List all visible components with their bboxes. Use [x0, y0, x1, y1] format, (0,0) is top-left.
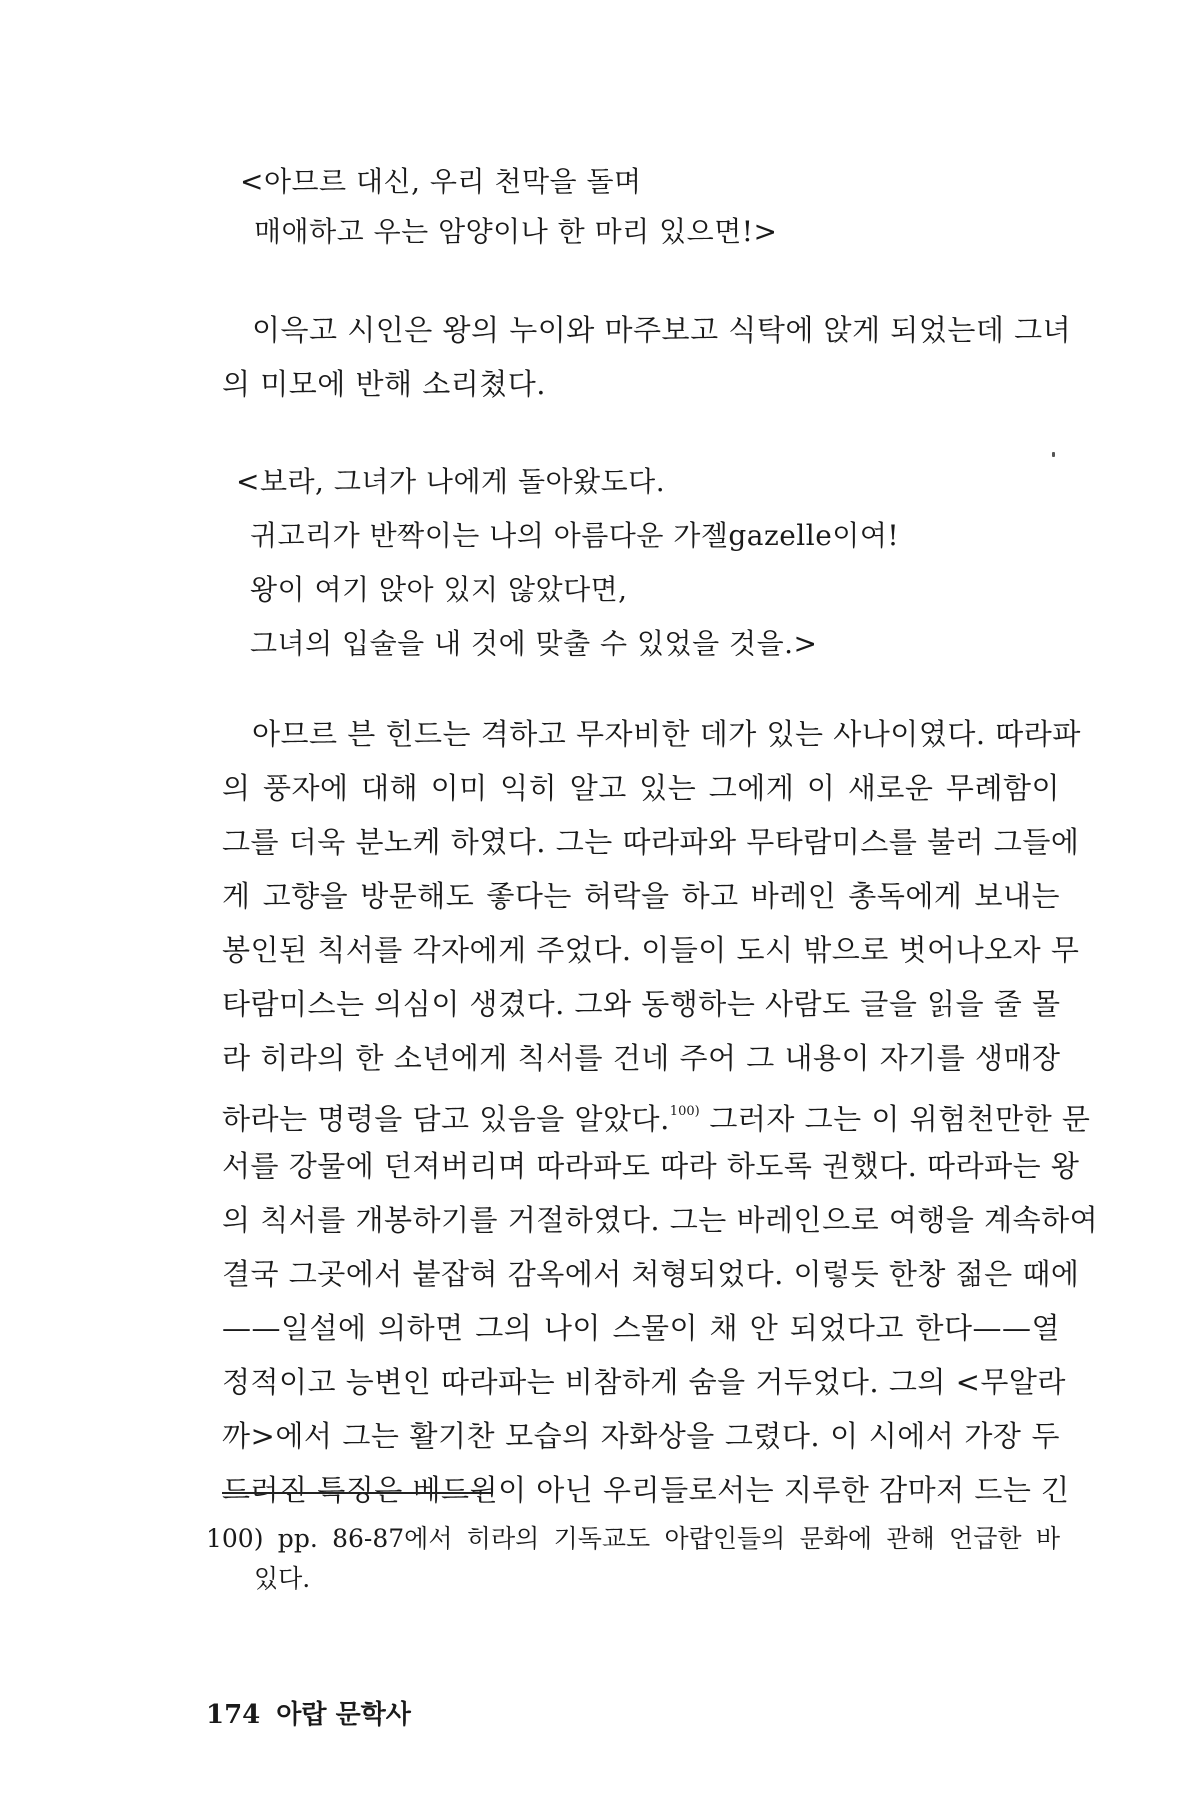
footnote-reference[interactable]: 100)	[669, 1104, 700, 1119]
paragraph-line-part: 하라는 명령을 담고 있음을 알았다.	[222, 1102, 670, 1136]
page-number: 174	[206, 1700, 261, 1730]
verse-line: 매애하고 우는 암양이나 한 마리 있으면!>	[254, 215, 778, 248]
paragraph-line: 그를 더욱 분노케 하였다. 그는 따라파와 무타람미스를 불러 그들에	[222, 825, 1080, 859]
paragraph-line: 정적이고 능변인 따라파는 비참하게 숨을 거두었다. 그의 <무알라	[222, 1365, 1066, 1399]
paragraph-line: 이윽고 시인은 왕의 누이와 마주보고 식탁에 앉게 되었는데 그녀	[252, 313, 1072, 347]
paragraph-line: 아므르 븐 힌드는 격하고 무자비한 데가 있는 사나이였다. 따라파	[252, 717, 1081, 751]
footnote-text: 있다.	[254, 1564, 311, 1593]
verse-line: 그녀의 입술을 내 것에 맞출 수 있었을 것을.>	[250, 627, 818, 660]
paragraph-line: 라 히라의 한 소년에게 칙서를 건네 주어 그 내용이 자기를 생매장	[222, 1041, 1061, 1075]
verse-line: <아므르 대신, 우리 천막을 돌며	[240, 165, 642, 198]
verse-line: 왕이 여기 앉아 있지 않았다면,	[250, 573, 628, 606]
paragraph-line: 봉인된 칙서를 각자에게 주었다. 이들이 도시 밖으로 벗어나오자 무	[222, 933, 1080, 967]
paragraph-line: 드러진 특징은 베드윈이 아닌 우리들로서는 지루한 감마저 드는 긴	[222, 1473, 1070, 1507]
footnote-rule	[222, 1492, 492, 1494]
paragraph-line: 게 고향을 방문해도 좋다는 허락을 하고 바레인 총독에게 보내는	[222, 879, 1060, 913]
paragraph-line: 의 풍자에 대해 이미 익히 알고 있는 그에게 이 새로운 무례함이	[222, 771, 1060, 805]
paragraph-line: 의 칙서를 개봉하기를 거절하였다. 그는 바레인으로 여행을 계속하여	[222, 1203, 1099, 1237]
paragraph-line: 까>에서 그는 활기찬 모습의 자화상을 그렸다. 이 시에서 가장 두	[222, 1419, 1060, 1453]
scan-speck	[1052, 452, 1055, 457]
paragraph-line: 결국 그곳에서 붙잡혀 감옥에서 처형되었다. 이렇듯 한창 젊은 때에	[222, 1257, 1080, 1291]
verse-line: 귀고리가 반짝이는 나의 아름다운 가젤gazelle이여!	[250, 519, 900, 552]
paragraph-line	[222, 1092, 1091, 1139]
paragraph-line: ——일설에 의하면 그의 나이 스물이 채 안 되었다고 한다——열	[222, 1311, 1060, 1345]
running-title: 아랍 문학사	[276, 1700, 411, 1730]
footnote-text: 100) pp. 86-87에서 히라의 기독교도 아랍인들의 문화에 관해 언급한 바	[206, 1524, 1060, 1553]
page-footer	[206, 1694, 427, 1731]
paragraph-line: 의 미모에 반해 소리쳤다.	[222, 367, 547, 401]
verse-line: <보라, 그녀가 나에게 돌아왔도다.	[236, 465, 666, 498]
paragraph-line: 서를 강물에 던져버리며 따라파도 따라 하도록 권했다. 따라파는 왕	[222, 1149, 1080, 1183]
paragraph-line-part: 그러자 그는 이 위험천만한 문	[699, 1102, 1091, 1136]
paragraph-line: 타람미스는 의심이 생겼다. 그와 동행하는 사람도 글을 읽을 줄 몰	[222, 987, 1061, 1021]
